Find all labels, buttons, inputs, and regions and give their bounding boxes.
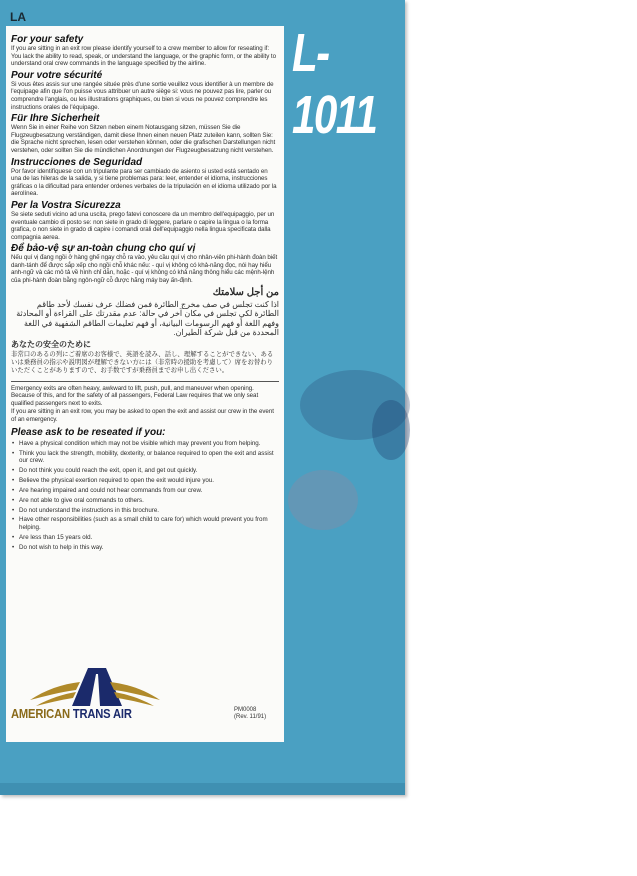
brand-word-1: AMERICAN	[11, 706, 70, 721]
brand-name	[11, 706, 132, 721]
bullet-icon: •	[12, 466, 15, 474]
notice-para-1: Emergency exits are often heavy, awkward to lift, push, pull, and maneuver when opening. Because of this, and for the safety of all passengers, Federal Law requires that we only seat qualified passengers next to exits.	[11, 384, 259, 407]
text-vi: Nếu quí vị đang ngồi ở hàng ghế ngay chỗ ra vào, yêu cầu quí vị cho nhân-viên phi-hành đoàn biết danh-tánh để được sắp xếp cho ngồi chỗ khác nếu: - quí vị không có khả-năng đọc, nói hay hiểu anh-ngữ và các mô tả về hình chỉ dẫn, hoặc - quí vị không có khả năng thông hiểu các mệnh-lệnh của phi-hành đoàn bằng ngôn-ngữ cỗ được hãng máy bay ấn-định.	[11, 254, 278, 285]
text-ja: 非常口のあるの列にご着席のお客様で、英語を読み、話し、理解することができない、あるいは乗務員の指示や説明図が理解できない方には（非常時の援助を考慮して）席をお替わりいただくことがありますので、お手数ですが乗務員までお申し出ください。	[11, 351, 274, 375]
heading-ja: あなたの安全のために	[11, 340, 91, 350]
text-es: Por favor identifíquese con un tripulante para ser cambiado de asiento si usted está sentado en una de las hileras de la salida, y si tiene problemas para: leer, entender el idioma, instrucciones gráficas o la dificultad para entender ordenes verbales de la tripulación en el idioma utilizado por la aerolínea.	[11, 167, 277, 198]
bullet-icon: •	[12, 516, 15, 524]
card-code: LA	[10, 10, 26, 24]
list-item-text: Are not able to give oral commands to others.	[19, 496, 144, 504]
list-item-text: Have a physical condition which may not be visible which may prevent you from helping.	[19, 439, 261, 447]
list-item-text: Have other responsibilities (such as a small child to care for) which would prevent you from helping.	[19, 516, 268, 532]
aircraft-title: L-1011	[292, 23, 377, 145]
bullet-icon: •	[12, 543, 15, 551]
brand-word-2: TRANS AIR	[72, 706, 132, 721]
divider	[11, 381, 279, 382]
stain-mark	[372, 400, 410, 460]
heading-de: Für Ihre Sicherheit	[11, 113, 100, 125]
stain-mark	[288, 470, 358, 530]
heading-vi: Để bảo-vệ sự an-toàn chung cho quí vị	[11, 243, 196, 255]
list-item	[11, 534, 279, 542]
list-item	[11, 487, 279, 495]
bullet-icon: •	[12, 449, 15, 457]
list-item	[11, 467, 279, 475]
heading-es: Instrucciones de Seguridad	[11, 156, 143, 168]
text-ar: اذا كنت تجلس في صف مخرج الطائرة فمن فضلك عرف نفسك لأحد طاقم الطائرة لكي تجلس في مكان آخر في حالة: عدم مقدرتك على القراءة أو المحادثة وفهم اللغة أو فهم الرسومات البيانية، أو فهم تعليمات الطاقم الشفهية في اللغة المحددة من قبل شركة الطيران.	[16, 299, 279, 338]
list-item	[11, 497, 279, 505]
instruction-panel	[6, 26, 284, 742]
heading-ar: من أجل سلامتك	[212, 286, 279, 298]
bullet-icon: •	[12, 506, 15, 514]
bullet-icon: •	[12, 476, 15, 484]
bullet-icon: •	[12, 533, 15, 541]
text-it: Se siete seduti vicino ad una uscita, prego fatevi conoscere da un membro dell'equipaggio, per un eventuale cambio di posto se: non siete in grado di leggere, parlare o capire la lingua o la forma grafica, o non siete in grado di capire i comandi orali dell'equipaggio nella lingua specificata dalla compagnia aerea.	[11, 210, 275, 241]
list-item	[11, 507, 279, 515]
list-item-text: Believe the physical exertion required to open the exit would injure you.	[19, 476, 215, 484]
list-item	[11, 440, 279, 448]
list-item	[11, 477, 279, 485]
heading-fr: Pour votre sécurité	[11, 69, 103, 81]
list-item-text: Are hearing impaired and could not hear commands from our crew.	[19, 486, 203, 494]
bullet-icon: •	[12, 496, 15, 504]
heading-it: Per la Vostra Sicurezza	[11, 199, 121, 211]
text-fr: Si vous êtes assis sur une rangée située près d'une sortie veuillez vous identifier à un membre de l'equipage afin que l'on puisse vous attribuer un autre siège si: vous ne pouvez pas lire, parler ou comprendre l'anglais, ou les illustrations graphiques, ou bien si vous ne pouvez comprendre les instructions orales de l'équipage.	[11, 80, 274, 111]
list-item-text: Think you lack the strength, mobility, dexterity, or balance required to open the exit and assist our crew.	[19, 449, 274, 465]
list-item-text: Are less than 15 years old.	[19, 533, 93, 541]
reseat-list	[11, 440, 279, 552]
form-code: PM0008	[234, 707, 257, 713]
form-number	[234, 707, 266, 721]
list-item	[11, 544, 279, 552]
list-item-text: Do not wish to help in this way.	[19, 543, 104, 551]
form-revision: (Rev. 11/91)	[234, 714, 267, 720]
list-item-text: Do not understand the instructions in this brochure.	[19, 506, 159, 514]
bullet-icon: •	[12, 439, 15, 447]
reseat-heading: Please ask to be reseated if you:	[11, 426, 166, 438]
heading-en: For your safety	[11, 34, 84, 45]
notice-para-2: If you are sitting in an exit row, you may be asked to open the exit and assist our crew in the event of an emergency.	[11, 408, 274, 424]
text-en: If you are sitting in an exit row please identify yourself to a crew member to allow for reseating if: You lack the ability to read, speak, or understand the language, or the graphic form, or the ability to understand oral crew commands in the language specified by the airline.	[11, 45, 276, 68]
list-item	[11, 450, 279, 465]
text-de: Wenn Sie in einer Reihe von Sitzen neben einem Notausgang sitzen, müssen Sie die Flugzeugbesatzung verständigen, damit diese Ihnen einen neuen Platz zuteilen kann, sollten Sie: die Sprache nicht sprechen, lesen oder verstehen können, oder die grafischen Darstellungen nicht verstehen, oder sollten Sie die mündlichen Anordnungen der Flugzeugbesatzung nicht verstehen.	[11, 124, 276, 154]
list-item	[11, 516, 279, 531]
bullet-icon: •	[12, 486, 15, 494]
list-item-text: Do not think you could reach the exit, open it, and get out quickly.	[19, 466, 198, 474]
